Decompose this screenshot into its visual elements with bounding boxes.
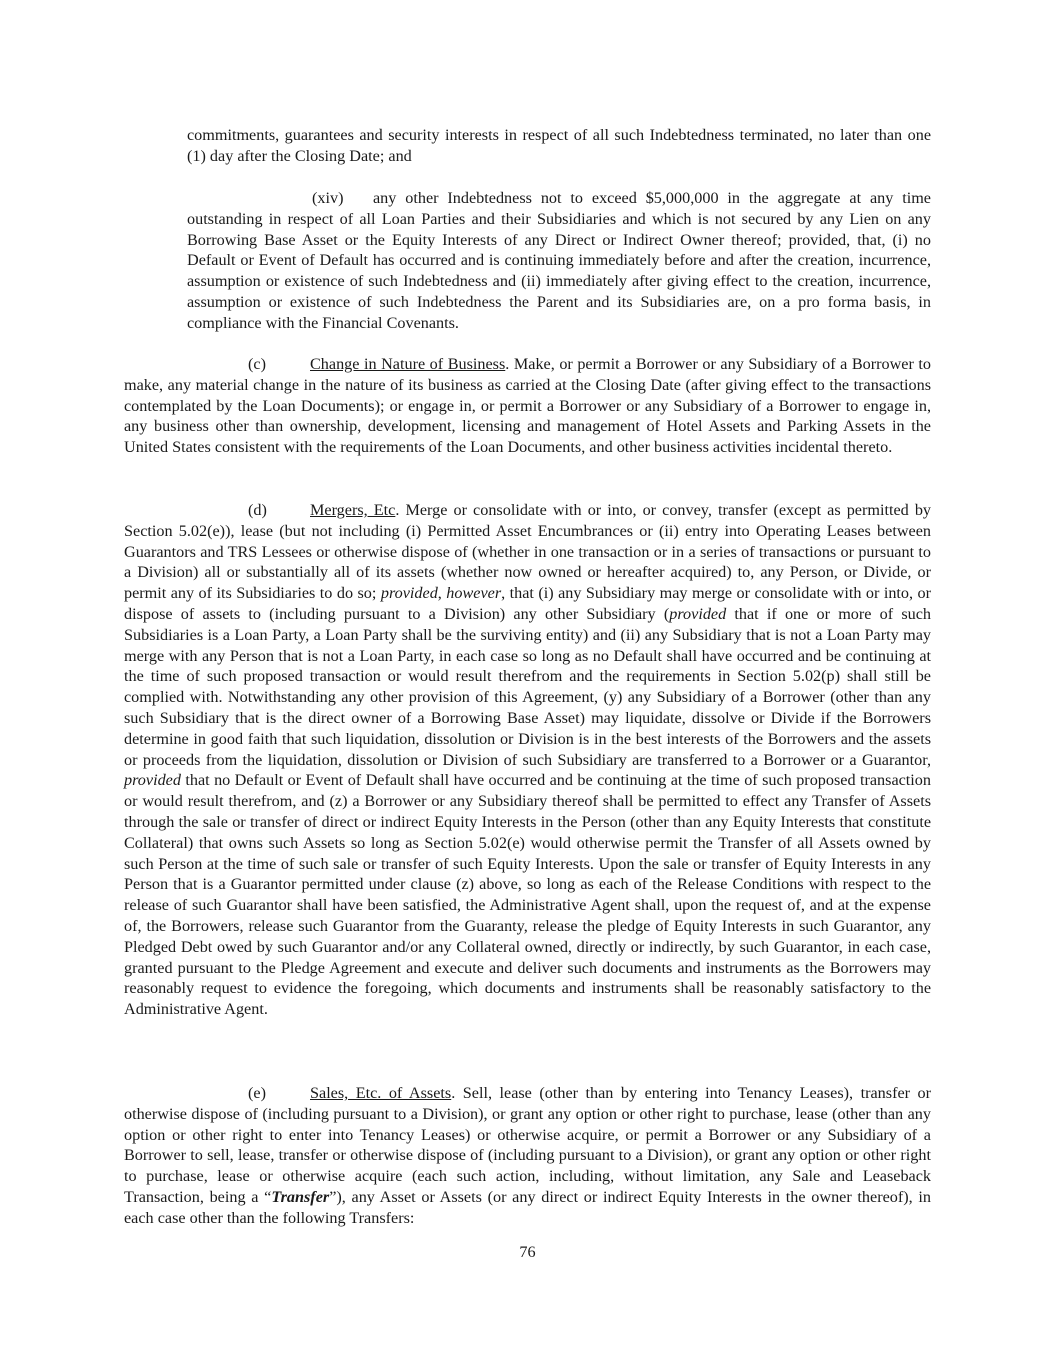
- section-heading: Sales, Etc. of Assets: [310, 1084, 452, 1102]
- page-number: 76: [519, 1243, 536, 1261]
- section-text: Sell, lease (other than by entering into Tenancy Leases), transfer or otherwise dispose of (including pursuant to a Division), or grant any option or other right to purchase, lease (other than any option or other right to enter into Tenancy Leases) or otherwise acquire, or permit a Borrower or any Subsidiary of a Borrower to sell, lease, transfer or otherwise dispose of (including pursuant to a Division), or grant any option or other right to purchase, lease or otherwise acquire (each such action, including, without limitation, any Sale and Leaseback Transaction, being a “: [124, 1084, 932, 1206]
- heading-period: .: [395, 501, 406, 519]
- section-d: (d) Mergers, Etc. Merge or consolidate with or into, or convey, transfer (except as permitted by Section 5.02(e)), lease (but not including (i) Permitted Asset Encumbrances or (ii) entry into Operating Leases between Guarantors and TRS Lessees or otherwise dispose of (whether in one transaction or in a series of transactions or pursuant to a Division) all or substantially all of its assets (whether now owned or hereafter acquired) to, any Person, or Divide, or permit any of its Subsidiaries to do so; provided, however, that (i) any Subsidiary may merge or consolidate with or into, or dispose of assets to (including pursuant to a Division) any other Subsidiary (provided that if one or more of such Subsidiaries is a Loan Party, a Loan Party shall be the surviving entity) and (ii) any Subsidiary that is not a Loan Party may merge with any Person that is not a Loan Party, in each case so long as no Default shall have occurred and be continuing at the time of such proposed transaction or would result therefrom and the requirements in Section 5.02(p) shall still be complied with. Notwithstanding any other provision of this Agreement, (y) any Subsidiary of a Borrower (other than any such Subsidiary that is the direct owner of a Borrowing Base Asset) may liquidate, dissolve or Divide if the Borrowers determine in good faith that such liquidation, dissolution or Division is in the best interests of the Borrowers and the assets or proceeds from the liquidation, dissolution or Division of such Subsidiary are transferred to a Borrower or a Guarantor, provided that no Default or Event of Default shall have occurred and be continuing at the time of such proposed transaction or would result therefrom, and (z) a Borrower or any Subsidiary thereof shall be permitted to effect any Transfer of Assets through the sale or transfer of direct or indirect Equity Interests in the Person (other than any Equity Interests that constitute Collateral) that owns such Assets so long as Section 5.02(e) would otherwise permit the Transfer of all Assets owned by such Person at the time of such sale or transfer of such Equity Interests. Upon the sale or transfer of Equity Interests in any Person that is a Guarantor permitted under clause (z) above, so long as each of the Release Conditions with respect to the release of such Guarantor shall have been satisfied, the Administrative Agent shall, upon the request of, and at the expense of, the Borrowers, release such Guarantor from the Guaranty, release the pledge of Equity Interests in such Guarantor, any Pledged Debt owed by such Guarantor and/or any Collateral owned, directly or indirectly, by such Guarantor, in each case, granted pursuant to the Pledge Agreement and execute and deliver such documents and instruments as the Borrowers may reasonably request to evidence the foregoing, which documents and instruments shall be reasonably satisfactory to the Administrative Agent.: [124, 501, 932, 1019]
- section-label: (d): [248, 501, 267, 519]
- paragraph-continuation: [187, 125, 931, 167]
- section-e: [124, 1083, 931, 1229]
- section-text: that no Default or Event of Default shall have occurred and be continuing at the time of such proposed transaction or would result therefrom, and (z) a Borrower or any Subsidiary thereof shall be permitted to effect any Transfer of Assets through the sale or transfer of direct or indirect Equity Interests in the Person (other than any Equity Interests that constitute Collateral) that owns such Assets so long as Section 5.02(e) would otherwise permit the Transfer of all Assets owned by such Person at the time of such sale or transfer of such Equity Interests. Upon the sale or transfer of Equity Interests in any Person that is a Guarantor permitted under clause (z) above, so long as each of the Release Conditions with respect to the release of such Guarantor shall have been satisfied, the Administrative Agent shall, upon the request of, and at the expense of, the Borrowers, release such Guarantor from the Guaranty, release the pledge of Equity Interests in such Guarantor, any Pledged Debt owed by such Guarantor and/or any Collateral owned, directly or indirectly, by such Guarantor, in each case, granted pursuant to the Pledge Agreement and execute and deliver such documents and instruments as the Borrowers may reasonably request to evidence the foregoing, which documents and instruments shall be reasonably satisfactory to the Administrative Agent.: [124, 771, 931, 1019]
- clause-label: (xiv): [312, 189, 344, 207]
- section-text: ”), any Asset or Assets (or any direct or indirect Equity Interests in the owner thereof), in each case other than the following Transfers:: [124, 1187, 931, 1227]
- clause-xiv: [187, 188, 931, 334]
- section-text: Make, or permit a Borrower or any Subsidiary of a Borrower to make, any material change in the nature of its business as carried at the Closing Date (after giving effect to the transactions contemplated by the Loan Documents); or engage in, or permit a Borrower or any Subsidiary of a Borrower to engage in, any business other than ownership, development, licensing and management of Hotel Assets and Parking Assets in the United States consistent with the requirements of the Loan Documents, and other business activities incidental thereto.: [124, 355, 932, 457]
- italic-term: provided: [669, 604, 727, 623]
- section-text: Merge or consolidate with or into, or convey, transfer (except as permitted by Section 5.02(e)), lease (but not including (i) Permitted Asset Encumbrances or (ii) entry into Operating Leases between Guarantors and TRS Lessees or otherwise dispose of (whether in one transaction or in a series of transactions or pursuant to a Division) all or substantially all of its assets (whether now owned or hereafter acquired) to, any Person, or Divide, or permit any of its Subsidiaries to do so;: [124, 501, 932, 603]
- defined-term: Transfer: [271, 1187, 330, 1206]
- italic-term: however: [446, 584, 502, 603]
- italic-term: provided: [124, 771, 181, 790]
- section-label: (c): [248, 355, 266, 373]
- section-heading: Mergers, Etc: [310, 501, 396, 519]
- section-heading: Change in Nature of Business: [310, 355, 506, 373]
- heading-period: .: [451, 1084, 463, 1102]
- section-text: that (i) any Subsidiary may merge or consolidate with or into, or dispose of assets to (including pursuant to a Division) any other Subsidiary (: [124, 584, 931, 623]
- paragraph-text: commitments, guarantees and security interests in respect of all such Indebtedness terminated, no later than one (1) day after the Closing Date; and: [187, 126, 931, 165]
- section-label: (e): [248, 1084, 266, 1102]
- clause-text: any other Indebtedness not to exceed $5,000,000 in the aggregate at any time outstanding in respect of all Loan Parties and their Subsidiaries and which is not secured by any Lien on any Borrowing Base Asset or the Equity Interests of any Direct or Indirect Owner thereof; provided, that, (i) no Default or Event of Default has occurred and is continuing immediately before and after the creation, incurrence, assumption or existence of such Indebtedness and (ii) immediately after giving effect to the creation, incurrence, assumption or existence of such Indebtedness the Parent and its Subsidiaries are, on a pro forma basis, in compliance with the Financial Covenants.: [187, 189, 931, 332]
- section-text: that if one or more of such Subsidiaries is a Loan Party, a Loan Party shall be the surviving entity) and (ii) any Subsidiary that is not a Loan Party may merge with any Person that is not a Loan Party, in each case so long as no Default shall have occurred and be continuing at the time of such proposed transaction or would result therefrom and the requirements in Section 5.02(p) shall still be complied with. Notwithstanding any other provision of this Agreement, (y) any Subsidiary of a Borrower (other than any such Subsidiary that is the direct owner of a Borrowing Base Asset) may liquidate, dissolve or Divide if the Borrowers determine in good faith that such liquidation, dissolution or Division is in the best interests of the Borrowers and the assets or proceeds from the liquidation, dissolution or Division of such Subsidiary are transferred to a Borrower or a Guarantor,: [124, 604, 932, 769]
- section-c: [124, 354, 931, 458]
- heading-period: .: [505, 355, 514, 373]
- italic-term: provided: [380, 584, 438, 603]
